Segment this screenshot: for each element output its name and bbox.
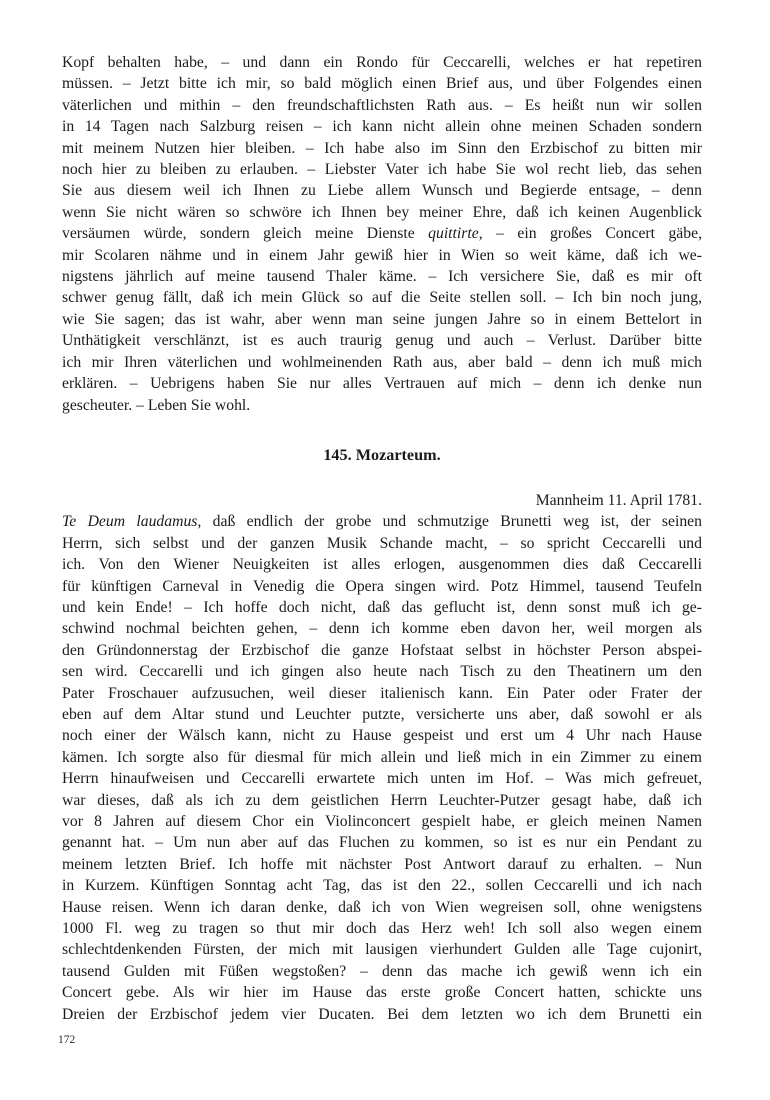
text-segment: und kein Ende! – Ich hoffe doch nicht, daß das geflucht ist, denn sonst muß ich ge- xyxy=(62,598,702,616)
text-segment: daß endlich der grobe und schmutzige Brunetti weg ist, der seinen xyxy=(201,513,702,531)
text-line xyxy=(62,939,702,960)
text-segment: ich mir Ihren väterlichen und wohlmeinenden Rath aus, aber bald – denn ich muß mich xyxy=(62,353,702,371)
text-line xyxy=(62,811,702,832)
text-line xyxy=(62,533,702,554)
text-line xyxy=(62,309,702,330)
text-line xyxy=(62,768,702,789)
text-line xyxy=(62,554,702,575)
text-line xyxy=(62,961,702,982)
text-segment: Herrn, sich selbst und der ganzen Musik Schande macht, – so spricht Ceccarelli und xyxy=(62,534,702,552)
text-segment: in Kurzem. Künftigen Sonntag acht Tag, das ist den 22., sollen Ceccarelli und ich nach xyxy=(62,877,702,895)
text-segment: wenn Sie nicht wären so schwöre ich Ihnen bey meiner Ehre, daß ich keinen Augenblick xyxy=(62,203,702,221)
italic-text-segment: quittirte xyxy=(428,225,479,243)
text-segment: ich. Von den Wiener Neuigkeiten ist alles erlogen, ausgenommen dies daß Ceccarelli xyxy=(62,556,702,574)
text-line xyxy=(62,287,702,308)
text-line xyxy=(62,982,702,1003)
text-segment: sen wird. Ceccarelli und ich gingen also heute nach Tisch zu den Theatinern um den xyxy=(62,663,702,681)
text-line xyxy=(62,683,702,704)
text-segment: Sie aus diesem weil ich Ihnen zu Liebe allem Wunsch und Begierde entsage, – denn xyxy=(62,182,702,200)
text-line xyxy=(62,597,702,618)
text-segment: gescheuter. – Leben Sie wohl. xyxy=(62,396,251,414)
text-line xyxy=(62,52,702,73)
text-segment: vor 8 Jahren auf diesem Chor ein Violinconcert gespielt habe, er gleich meinen Namen xyxy=(62,813,702,830)
text-segment: Dreien der Erzbischof jedem vier Ducaten. Bei dem letzten wo ich dem Brunetti ein xyxy=(62,1005,702,1023)
paragraph-letter-end xyxy=(62,52,702,416)
text-segment: 1000 Fl. weg zu tragen so thut mir doch das Herz weh! Ich soll also wegen einem xyxy=(62,920,702,938)
text-line xyxy=(62,918,702,939)
text-line xyxy=(62,73,702,94)
text-segment: Pater Froschauer aufzusuchen, weil dieser italienisch kann. Ein Pater oder Frater der xyxy=(62,684,702,702)
text-segment: schwer genug fällt, daß ich mein Glück so auf die Seite stellen soll. – Ich bin noch jung, xyxy=(62,289,702,307)
text-segment: Hause reisen. Wenn ich daran denke, daß ich von Wien wegreisen soll, ohne wenigstens xyxy=(62,898,702,916)
text-line xyxy=(62,725,702,746)
text-line xyxy=(62,245,702,266)
text-segment: genannt hat. – Um nun aber auf das Fluchen zu kommen, so ist es nur ein Pendant zu xyxy=(62,834,702,852)
text-segment: nigstens jährlich auf meine tausend Thaler käme. – Ich versichere Sie, daß es mir oft xyxy=(62,268,702,286)
text-segment: schlechtdenkenden Fürsten, der mich mit lausigen vierhundert Gulden alle Tage cujonirt, xyxy=(62,941,702,959)
text-segment: mit meinem Nutzen hier bleiben. – Ich habe also im Sinn den Erzbischof zu bitten mir xyxy=(62,139,702,157)
text-segment: , – ein großes Concert gäbe, xyxy=(478,225,702,243)
text-segment: für künftigen Carneval in Venedig die Opera singen wird. Potz Himmel, tausend Teufeln xyxy=(62,577,702,595)
text-segment: wie Sie sagen; das ist wahr, aber wenn man seine jungen Jahre so in einem Bettelort in xyxy=(62,310,702,328)
text-segment: erklären. – Uebrigens haben Sie nur alles Vertrauen auf mich – denn ich denke nun xyxy=(62,375,702,393)
text-segment: kämen. Ich sorgte also für diesmal für mich allein und ließ mich in ein Zimmer zu einem xyxy=(62,748,702,766)
text-segment: Unthätigkeit verschlänzt, ist es auch traurig genug und auch – Verlust. Darüber bitte xyxy=(62,332,702,350)
text-line xyxy=(62,576,702,597)
text-line xyxy=(62,266,702,287)
text-line xyxy=(62,395,702,416)
text-segment: schwind nochmal beichten gehen, – denn ich komme eben davon her, weil morgen als xyxy=(62,620,702,638)
text-line xyxy=(62,159,702,180)
letter-heading: 145. Mozarteum. xyxy=(323,445,441,464)
text-line xyxy=(62,618,702,639)
page-number: 172 xyxy=(58,1034,76,1046)
text-segment: noch hier zu bleiben zu erlauben. – Liebster Vater ich habe Sie wol recht lieb, das sehen xyxy=(62,161,702,179)
text-segment: mir Scolaren nähme und in einem Jahr gewiß hier in Wien so weit käme, daß ich we- xyxy=(62,246,702,264)
text-segment: Concert gebe. Als wir hier im Hause das erste große Concert hatten, schickte uns xyxy=(62,984,702,1002)
text-line xyxy=(62,747,702,768)
text-line xyxy=(62,202,702,223)
text-line xyxy=(62,511,702,532)
letter-dateline: Mannheim 11. April 1781. xyxy=(535,491,702,509)
letter-text-block xyxy=(62,52,702,1025)
text-line xyxy=(62,832,702,853)
text-line xyxy=(62,95,702,116)
text-line xyxy=(62,373,702,394)
text-segment: den Gründonnerstag der Erzbischof die ganze Hofstaat selbst in höchster Person abspei- xyxy=(62,641,702,659)
text-line xyxy=(62,116,702,137)
text-segment: in 14 Tagen nach Salzburg reisen – ich kann nicht allein ohne meinen Schaden sondern xyxy=(62,118,702,136)
text-line xyxy=(62,854,702,875)
text-line xyxy=(62,223,702,244)
text-segment: tausend Gulden mit Füßen wegstoßen? – denn das mache ich gewiß wenn ich ein xyxy=(62,962,702,980)
text-line xyxy=(62,897,702,918)
text-line xyxy=(62,790,702,811)
text-line xyxy=(62,875,702,896)
text-segment: war dieses, daß als ich zu dem geistlichen Herrn Leuchter-Putzer gesagt habe, daß ich xyxy=(62,791,702,809)
text-line xyxy=(62,704,702,725)
text-segment: eben auf dem Altar stund und Leuchter putzte, versicherte uns aber, daß sowohl er als xyxy=(62,705,702,723)
text-line xyxy=(62,330,702,351)
text-line xyxy=(62,1004,702,1025)
text-line xyxy=(62,352,702,373)
text-segment: Kopf behalten habe, – und dann ein Rondo für Ceccarelli, welches er hat repetiren xyxy=(62,54,702,71)
text-segment: versäumen würde, sondern gleich meine Dienste xyxy=(62,225,429,243)
text-segment: meinem letzten Brief. Ich hoffe mit nächster Post Antwort darauf zu erhalten. – Nun xyxy=(62,855,702,873)
text-line xyxy=(62,640,702,661)
text-segment: väterlichen und mithin – den freundschaftlichsten Rath aus. – Es heißt nun wir sollen xyxy=(62,96,702,114)
text-segment: müssen. – Jetzt bitte ich mir, so bald möglich einen Brief aus, und über Folgendes einen xyxy=(62,75,702,93)
text-segment: noch einer der Wälsch kann, nicht zu Hause gespeist und erst um 4 Uhr nach Hause xyxy=(62,727,702,745)
text-line xyxy=(62,180,702,201)
text-line xyxy=(62,138,702,159)
text-segment: Herrn hinaufweisen und Ceccarelli erwartete mich unten im Hof. – Was mich gefreuet, xyxy=(62,770,702,788)
paragraph-letter-body xyxy=(62,511,702,1025)
text-line xyxy=(62,661,702,682)
italic-text-segment: Te Deum laudamus, xyxy=(62,513,202,531)
